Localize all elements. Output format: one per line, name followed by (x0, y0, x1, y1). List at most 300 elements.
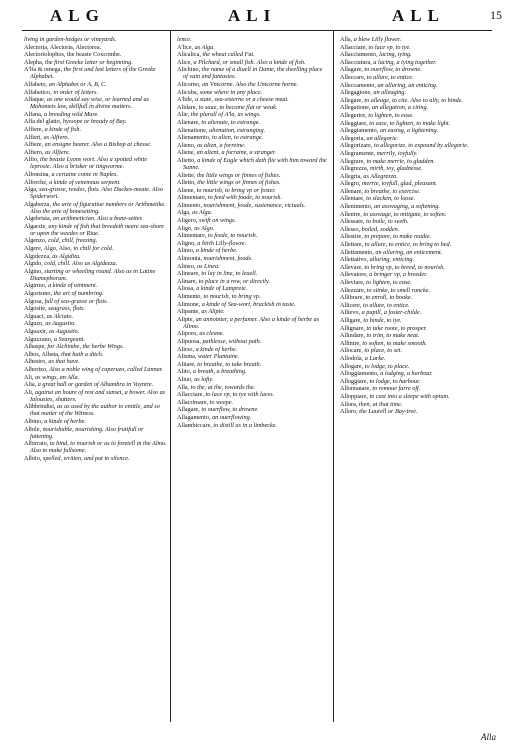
entry-headword: Alice, (177, 58, 194, 66)
dictionary-entry (340, 340, 495, 347)
dictionary-entry (340, 408, 495, 415)
entry-definition: for Alchimbe, the herbe Wings. (47, 343, 124, 351)
entry-definition: to ouerflow, to drowne. (201, 406, 259, 414)
entry-headword: Allegramente, (340, 149, 377, 157)
entry-headword: Aligo, (177, 224, 195, 232)
dictionary-entry (340, 233, 495, 240)
entry-definition: to chill for cold. (73, 245, 114, 253)
dictionary-entry (24, 320, 167, 327)
entry-definition: to distill as in a limbecke. (213, 421, 278, 429)
dictionary-entry (340, 127, 495, 134)
entry-definition: to breathe, to exercise. (364, 187, 421, 195)
dictionary-entry (177, 119, 328, 126)
dictionary-entry (24, 149, 167, 156)
entry-definition: the first and last letters of the Greeke Alphabet. (30, 66, 156, 81)
entry-definition: to allegorize, to expound by allegorie. (374, 142, 469, 150)
dictionary-entry (340, 271, 495, 278)
dictionary-entry (177, 399, 328, 406)
entry-definition: a certaine coine in Naples. (51, 170, 119, 178)
entry-definition: as that have. (48, 358, 80, 366)
dictionary-entry (340, 363, 495, 370)
entry-headword: Algere, Algo, Also, (24, 245, 74, 253)
entry-definition: to feed with foode, to nourish. (207, 194, 283, 202)
entry-definition: an asswaging, a softening. (374, 203, 440, 211)
dictionary-entry (340, 249, 495, 256)
dictionary-entry (177, 353, 328, 360)
dictionary-entry (177, 111, 328, 118)
entry-headword: Alla, (177, 383, 191, 391)
dictionary-entry (340, 150, 495, 157)
entry-definition: as as used by the author to entitle, and so that matter of the Witness. (30, 403, 160, 418)
entry-headword: Allegagione, (340, 89, 374, 97)
entry-headword: A'lfa & omega, (24, 66, 64, 74)
entry-definition: to bind, to nourish or as to foretell in the Almo. Also to make fullsome. (30, 440, 167, 455)
entry-definition: the wheat called Fat. (202, 51, 255, 59)
dictionary-entry (340, 195, 495, 202)
dictionary-entry (24, 389, 167, 403)
entry-headword: Allagare, (340, 66, 365, 74)
entry-headword: Allegrezza, (340, 165, 370, 173)
entry-headword: Allogare, (340, 362, 365, 370)
entry-headword: Alleggiare, (340, 119, 370, 127)
dictionary-entry (340, 158, 495, 165)
dictionary-entry (340, 135, 495, 142)
entry-definition: an arithmetician. Also a bone-setter. (52, 215, 143, 223)
entry-headword: Alfio, (24, 156, 41, 164)
entry-definition: a kinde of venemous serpent. (49, 178, 121, 186)
entry-headword: Algido, (24, 260, 45, 268)
entry-headword: Alletto, (177, 179, 198, 187)
entry-headword: Allocare, (340, 347, 365, 355)
entry-definition: an alleaging. (373, 89, 406, 97)
entry-headword: Aliporo, (177, 330, 200, 338)
entry-definition: to binde, to tye. (363, 316, 402, 324)
entry-definition: the name of a diuell in Dante, the dwelling place of vain and fantasies. (183, 66, 323, 81)
dictionary-entry (177, 301, 328, 308)
dictionary-entry (24, 298, 167, 305)
entry-definition: to lighten, to ease. (368, 111, 414, 119)
dictionary-entry (340, 294, 495, 301)
entry-headword: Allegare, (340, 96, 365, 104)
dictionary-entry (340, 264, 495, 271)
entry-definition: nourishable, nourishing. Also fruitfull or fattening. (30, 425, 144, 440)
dictionary-entry (177, 142, 328, 149)
dictionary-entry (340, 287, 495, 294)
entry-definition: as one would say wise, or learned and as Mahomets law, skillfull in divine matters. (30, 96, 149, 111)
entry-headword: Alimentare, (177, 194, 208, 202)
entry-headword: Alia, (24, 381, 38, 389)
entry-definition: a kinde of Lampreie. (196, 285, 248, 293)
entry-headword: Allegria, (340, 172, 364, 180)
entry-definition: merrily, ioyfully. (376, 149, 418, 157)
entry-definition: any kinde of fish that breedeth neare sea-shore or upon the weedes or Riue. (30, 222, 165, 237)
entry-headword: Alhorizo, (24, 365, 50, 373)
dictionary-entry (24, 59, 167, 66)
dictionary-entry (177, 240, 328, 247)
entry-definition: to lace vp, to tye. (368, 43, 411, 51)
entry-headword: Allenire, (340, 210, 364, 218)
entry-headword: Alloggiare, (340, 377, 370, 385)
entry-definition: an Alphabet or A, B, C. (48, 80, 107, 88)
dictionary-entry (177, 59, 328, 66)
entry-headword: Aligno, (177, 239, 198, 247)
entry-headword: A'lide, (177, 96, 195, 104)
entry-headword: Alirso, (177, 345, 196, 353)
entry-headword: Alla, (340, 36, 354, 43)
dictionary-entry (340, 302, 495, 309)
entry-definition: to make merrie, to gladden. (366, 157, 435, 165)
entry-headword: Alloppiare, (340, 392, 370, 400)
entry-headword: Alloro, (340, 408, 360, 416)
entry-headword: Alfaque, (24, 96, 48, 104)
entry-definition: to lay in line, to leuell. (201, 270, 258, 278)
entry-headword: Alimentare, (177, 232, 208, 240)
entry-headword: Alfiero, (24, 148, 45, 156)
entry-definition: to weepe. (209, 398, 234, 406)
entry-headword: Alhestro, (24, 358, 49, 366)
entry-definition: to prepare, to make readie. (364, 233, 432, 241)
entry-definition: as Augustio. (48, 328, 80, 335)
entry-headword: Alineo, (177, 262, 197, 270)
entry-headword: Albirrato, (24, 440, 50, 448)
entry-headword: Alga, (177, 209, 193, 217)
dictionary-entry (24, 141, 167, 148)
entry-headword: Allegerire, (340, 111, 369, 119)
entry-headword: Ali, (24, 388, 36, 396)
dictionary-entry (177, 330, 328, 337)
dictionary-entry (177, 316, 328, 330)
entry-definition: a blew Lilly flower. (353, 36, 402, 43)
entry-definition: a kinde of herbe. (195, 345, 238, 353)
entry-definition: cold, chill, freezing. (48, 237, 98, 245)
entry-definition: living in garden-hedges or vineyards. (24, 36, 117, 43)
dictionary-entry (177, 179, 328, 186)
entry-definition: as Alfiere. (44, 148, 71, 156)
entry-definition: a birth Lilly-flowre. (197, 239, 247, 247)
entry-headword: Alimo, (177, 247, 196, 255)
entry-headword: Alimento, (177, 201, 204, 209)
dictionary-entry (177, 368, 328, 375)
column-divider-1 (170, 30, 171, 722)
entry-definition: to ouerflow, to drowne. (364, 66, 422, 74)
entry-definition: starting or wheeling round. Also as in Latine Diamephorum. (30, 267, 156, 282)
entry-definition: cold, chill. Also as Algidezza. (44, 260, 118, 268)
catchword: Alla (481, 732, 496, 742)
entry-headword: Allegorizare, (340, 142, 375, 150)
dictionary-entry (24, 156, 167, 170)
entry-definition: the Laurell or Bay-tree. (359, 408, 418, 416)
entry-headword: Alfiere, (24, 141, 45, 149)
entry-definition: a Seargeant. (53, 335, 85, 343)
entry-definition: to take roote, to prosper. (366, 324, 427, 332)
dictionary-entry (177, 255, 328, 262)
dictionary-entry (24, 268, 167, 282)
dictionary-column-2 (177, 36, 328, 742)
entry-definition: against an houre of rest and sunset, a bower. Also as Ialousies, shutters. (30, 388, 166, 403)
entry-definition: sea-grasse, reedes, flots. Also Duckes-meate. Also Spiderwort. (30, 186, 163, 201)
dictionary-entry (177, 149, 328, 156)
entry-definition: mirth, ioy, gladnesse. (369, 165, 423, 173)
entry-definition: an Vnicorne. Also the Unicorne horne. (202, 80, 299, 88)
entry-definition: the beaste Lyons wort. Also a spotted white leprosie. Also a brisker or tingworme. (30, 156, 148, 171)
dictionary-entry (24, 336, 167, 343)
dictionary-entry (340, 82, 495, 89)
dictionary-entry (340, 256, 495, 263)
entry-headword: Aliette, (177, 171, 197, 179)
dictionary-entry (340, 309, 495, 316)
entry-definition: seagrass, flots. (48, 305, 86, 313)
dictionary-entry (177, 217, 328, 224)
entry-headword: Alito, (177, 368, 193, 376)
entry-definition: as Algo. (194, 224, 215, 232)
dictionary-entry (24, 260, 167, 267)
entry-definition: the little wings or finnes of fishes. (197, 179, 281, 187)
entry-headword: Alitare, (177, 360, 198, 368)
entry-headword: Alguzzano, (24, 335, 54, 343)
entry-definition: nourishment, foode. (203, 255, 253, 263)
dictionary-entry (177, 338, 328, 345)
entry-headword: Allenimento, (340, 203, 375, 211)
entry-definition: to slacken, to loose. (366, 195, 416, 203)
entry-definition: a pupill, a foster-childe. (361, 309, 422, 317)
entry-headword: Algebrista, (24, 215, 53, 223)
entry-definition: to nourish, to bring vp. (203, 293, 261, 300)
dictionary-entry (177, 81, 328, 88)
entry-headword: Albile, (24, 425, 43, 433)
dictionary-entry (177, 293, 328, 300)
dictionary-entry (340, 89, 495, 96)
entry-definition: as cleane. (199, 330, 225, 338)
entry-definition: as Alga. (194, 43, 215, 51)
entry-headword: Alimento, (177, 293, 204, 300)
entry-definition: lacing, tying. (379, 51, 412, 59)
dictionary-entry (177, 89, 328, 96)
entry-headword: Alicalica, (177, 51, 203, 59)
dictionary-entry (340, 325, 495, 332)
dictionary-entry (177, 134, 328, 141)
dictionary-entry (177, 384, 328, 391)
entry-headword: Allievo, (340, 309, 362, 317)
entry-headword: Alfieri, (24, 133, 44, 141)
entry-definition: to place, to set. (364, 347, 403, 355)
entry-headword: Algidezza, (24, 252, 53, 260)
dictionary-entry (24, 343, 167, 350)
entry-definition: as Linea. (196, 262, 220, 270)
dictionary-column-1 (24, 36, 167, 742)
entry-headword: Alleggiamento, (340, 127, 380, 135)
dictionary-entry (177, 96, 328, 103)
dictionary-entry (177, 202, 328, 209)
entry-definition: a state, sea-sisterne or a cheese meat. (194, 96, 289, 104)
entry-definition: the art of numbring. (53, 290, 104, 298)
entry-headword: Allessare, (340, 218, 367, 226)
entry-headword: Allettare, (340, 241, 365, 249)
entry-definition: as Allegrezza. (363, 172, 398, 180)
dictionary-entry (177, 361, 328, 368)
dictionary-entry (340, 51, 495, 58)
dictionary-entry (340, 401, 495, 408)
dictionary-entry (340, 120, 495, 127)
entry-definition: a breath, a breathing. (192, 368, 247, 376)
entry-definition: a kinde of fish. (44, 125, 82, 133)
dictionary-entry (24, 186, 167, 200)
entry-headword: Alieno, (177, 141, 197, 149)
entry-headword: Algorismo, (24, 290, 54, 298)
entry-definition: hyssope or bready of Bay. (62, 118, 127, 126)
entry-headword: Alectoriolophos, the beaste Coxcombe. (24, 51, 122, 59)
dictionary-entry (177, 285, 328, 292)
entry-definition: an annointer, a perfumer. Also a kinde of herbe as Alimo. (183, 315, 320, 330)
header-center-guideword: ALI (228, 6, 277, 25)
entry-headword: Algino, (24, 267, 45, 275)
dictionary-entry (340, 241, 495, 248)
entry-definition: an alluring, an enticing. (377, 81, 438, 89)
dictionary-entry (177, 247, 328, 254)
dictionary-entry (177, 127, 328, 134)
entry-definition: the first Greeke letter or beginning. (44, 58, 133, 66)
dictionary-entry (24, 81, 167, 88)
entry-headword: Allettativo, (340, 256, 370, 264)
entry-headword: Alga, (24, 186, 40, 194)
entry-headword: Allicere, (340, 301, 364, 309)
entry-definition: an ouerflowing. (212, 413, 252, 421)
dictionary-entry (340, 44, 495, 51)
header-right-guideword: ALL (392, 6, 445, 25)
entry-headword: Alisma, (177, 353, 198, 361)
entry-definition: a kinde of Eagle which deth flie with him toward the Sunne. (183, 156, 327, 171)
entry-headword: Alienatione, (177, 126, 209, 134)
entry-definition: to allure, to entice, to bring to bed. (364, 241, 452, 249)
dictionary-entry (177, 209, 328, 216)
entry-headword: Alipuosa, (177, 337, 203, 345)
entry-definition: to bring vp, to breed, to nourish. (364, 263, 445, 271)
dictionary-entry (177, 414, 328, 421)
entry-headword: Allacrimare, (177, 398, 210, 406)
entry-definition: an allegorie. (366, 134, 399, 142)
entry-headword: Alloggiamento, (340, 370, 381, 378)
entry-headword: Alimone, (177, 300, 202, 308)
dictionary-entry (177, 376, 328, 383)
dictionary-entry (24, 66, 167, 80)
dictionary-entry (177, 66, 328, 80)
entry-headword: Aliuo, (177, 375, 195, 383)
header-rule (22, 30, 492, 31)
dictionary-entry (24, 426, 167, 440)
entry-definition: to saue, to become flat or weak. (198, 103, 278, 111)
entry-headword: Alguzo, (24, 320, 46, 328)
dictionary-entry (340, 173, 495, 180)
entry-headword: Alineare, (177, 270, 202, 278)
entry-headword: Albito, (24, 454, 43, 462)
entry-definition: a kinde of ointment. (48, 282, 98, 290)
dictionary-entry (340, 165, 495, 172)
entry-definition: an alient, a forraine, a stranger. (196, 149, 276, 157)
entry-headword: Alienare, (177, 118, 202, 126)
entry-headword: Alie, (177, 111, 191, 119)
dictionary-entry (24, 215, 167, 222)
dictionary-entry (24, 126, 167, 133)
dictionary-entry (24, 179, 167, 186)
dictionary-entry (24, 455, 167, 462)
entry-definition: a Larke. (364, 354, 386, 362)
entry-headword: Alguaxir, (24, 328, 49, 335)
dictionary-entry (24, 374, 167, 381)
entry-definition: the arte of figuratiue numbers or Arithmetike. Also the arte of bonesetting. (30, 200, 166, 215)
dictionary-entry (177, 422, 328, 429)
entry-definition: as Augustio. (45, 320, 76, 328)
entry-definition: the plurall of A'la, as wings. (190, 111, 261, 119)
entry-headword: Allegatione, (340, 104, 372, 112)
entry-definition: to alleage, to cite. Also to ally, to binde. (364, 96, 463, 104)
entry-definition: a lodging, a harbour. (380, 370, 433, 378)
dictionary-entry (340, 370, 495, 377)
entry-headword: Alimonia, (177, 255, 204, 263)
entry-definition: spelled, written, and put to silence. (42, 454, 130, 462)
entry-definition: to breathe, to take breath. (197, 360, 262, 368)
dictionary-entry (177, 308, 328, 315)
entry-headword: Alhos, Alheta, (24, 350, 62, 358)
entry-headword: Alligare, (340, 316, 364, 324)
entry-headword: Alleccamento, (340, 81, 378, 89)
entry-headword: Allontanare, (340, 385, 373, 393)
entry-definition: to alienate, to estrange. (201, 118, 261, 126)
entry-definition: a great hall or garden of Alhambra in Vuynire. (37, 381, 154, 389)
dictionary-entry (24, 89, 167, 96)
dictionary-entry (24, 328, 167, 335)
entry-definition: to enroll, to booke. (365, 294, 413, 302)
entry-headword: Allacciare, (340, 43, 369, 51)
dictionary-entry (340, 355, 495, 362)
entry-headword: Alfabetico, (24, 88, 54, 96)
dictionary-entry (24, 282, 167, 289)
entry-headword: Allinire, (340, 339, 363, 347)
dictionary-entry (340, 211, 495, 218)
entry-headword: Allindare, (340, 332, 367, 340)
dictionary-entry (340, 332, 495, 339)
page-number: 15 (490, 8, 502, 22)
entry-headword: Algosite, (24, 305, 49, 313)
entry-headword: Allegoria, (340, 134, 367, 142)
entry-headword: Allibrare, (340, 294, 366, 302)
entry-definition: to lodge, to place. (364, 362, 410, 370)
dictionary-entry (24, 403, 167, 417)
column-divider-2 (333, 30, 334, 722)
dictionary-entry (24, 36, 167, 43)
entry-headword: Alinare, (177, 277, 199, 285)
entry-headword: Allacciare, (177, 391, 206, 399)
entry-definition: to remoue farre off. (372, 385, 421, 393)
entry-definition: alienation, estranging. (208, 126, 266, 134)
entry-headword: Aliene, (177, 149, 197, 157)
entry-headword: Aliene, (177, 186, 197, 194)
entry-headword: Alichino, (177, 66, 202, 74)
entry-headword: Alguaci, (24, 312, 47, 320)
dictionary-entry (340, 385, 495, 392)
entry-headword: Allentare, (340, 195, 367, 203)
dictionary-entry (340, 142, 495, 149)
dictionary-entry (24, 44, 167, 51)
dictionary-entry (177, 187, 328, 194)
dictionary-entry (24, 96, 167, 110)
entry-definition: to stinke, to smell rancke. (366, 286, 431, 294)
dictionary-entry (340, 226, 495, 233)
entry-definition: to feede, to nourish. (207, 232, 258, 240)
entry-headword: Allora, (340, 400, 359, 408)
entry-definition: to place in a row, or directly. (198, 277, 270, 285)
dictionary-entry (340, 279, 495, 286)
dictionary-entry (24, 358, 167, 365)
dictionary-entry (24, 118, 167, 125)
